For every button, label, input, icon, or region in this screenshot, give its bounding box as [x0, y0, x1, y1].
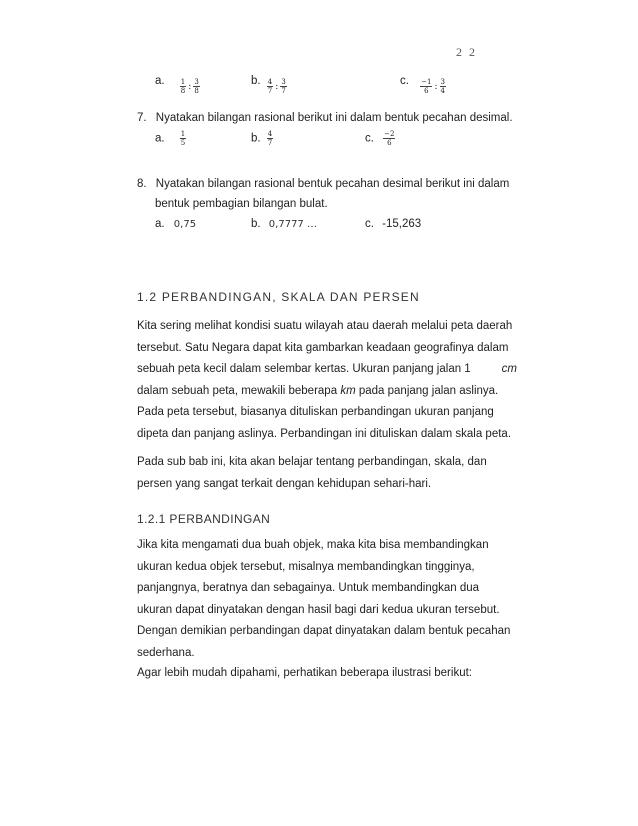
fraction: $\frac{-2}{6}$	[384, 130, 395, 147]
item-label: a.	[155, 132, 165, 145]
fraction: $\frac{4}{7}$	[267, 78, 273, 95]
item-label: c.	[365, 132, 374, 145]
fraction: $\frac{-1}{6}$	[421, 78, 432, 95]
item-label: a.	[155, 75, 165, 87]
section-heading: 1.2 PERBANDINGAN, SKALA DAN PERSEN	[137, 290, 420, 304]
paragraph-line: ukuran dapat dinyatakan dengan hasil bagi dari kedua ukuran tersebut.	[137, 603, 500, 616]
item-label: a.	[155, 218, 165, 230]
exercise8-item-a	[155, 217, 196, 232]
fraction: $\frac{3}{7}$	[281, 78, 286, 95]
exercise8-item-b	[251, 217, 317, 232]
fraction: $\frac{1}{8}$	[180, 78, 186, 95]
paragraph-line: dalam sebuah peta, mewakili beberapa km pada panjang jalan aslinya.	[137, 384, 499, 397]
section-1-2-paragraph-1	[137, 316, 517, 446]
decimal-value: 0,75	[173, 219, 197, 230]
paragraph-line: Pada sub bab ini, kita akan belajar tentang perbandingan, skala, dan	[137, 456, 487, 468]
section-1-2-1-paragraph-1	[137, 535, 517, 665]
decimal-value: -15,263	[382, 218, 422, 230]
paragraph-line: dipeta dan panjang aslinya. Perbandingan ini dituliskan dalam skala peta.	[137, 427, 512, 440]
question-number: 8.	[137, 178, 147, 190]
fraction: $\frac{3}{4}$	[440, 78, 445, 95]
exercise6-item-c: c. $\frac{-1}{6}$ : $\frac{3}{4}$	[400, 75, 445, 95]
question-number: 7.	[137, 112, 147, 124]
fraction: $\frac{3}{8}$	[194, 78, 199, 95]
item-label: c.	[400, 75, 409, 87]
paragraph-line: Agar lebih mudah dipahami, perhatikan beberapa ilustrasi berikut:	[137, 667, 472, 679]
decimal-value: 0,7777 …	[268, 219, 317, 230]
paragraph-line: tersebut. Satu Negara dapat kita gambarkan keadaan geografinya dalam	[137, 341, 509, 354]
subsection-heading: 1.2.1 PERBANDINGAN	[137, 512, 271, 526]
page-number: 2 2	[456, 45, 477, 59]
exercise7-item-b	[251, 130, 273, 147]
item-label: c.	[365, 218, 374, 230]
exercise6-item-b: b. $\frac{4}{7}$ : $\frac{3}{7}$	[251, 75, 286, 95]
exercise7-item-a	[155, 130, 186, 147]
question-text: Nyatakan bilangan rasional berikut ini dalam bentuk pecahan desimal.	[155, 112, 513, 124]
paragraph-line: Pada peta tersebut, biasanya dituliskan perbandingan ukuran panjang	[137, 406, 494, 419]
paragraph-line: Kita sering melihat kondisi suatu wilayah atau daerah melalui peta daerah	[137, 320, 513, 332]
paragraph-line: persen yang sangat terkait dengan kehidupan sehari-hari.	[137, 477, 432, 490]
fraction: $\frac{1}{5}$	[180, 130, 186, 147]
exercise8-item-c	[365, 217, 421, 231]
exercise7-item-c	[365, 130, 395, 147]
paragraph-line: sebuah peta kecil dalam selembar kertas. Ukuran panjang jalan 1 cm	[137, 363, 517, 376]
item-label: b.	[251, 75, 261, 87]
item-label: b.	[251, 132, 261, 145]
paragraph-line: panjangnya, beratnya dan sebagainya. Untuk membandingkan dua	[137, 582, 480, 595]
paragraph-line: ukuran kedua objek tersebut, misalnya membandingkan tingginya,	[137, 560, 475, 573]
section-1-2-1-paragraph-2	[137, 663, 517, 685]
question-text-line2: bentuk pembagian bilangan bulat.	[155, 198, 328, 210]
paragraph-line: Jika kita mengamati dua buah objek, maka kita bisa membandingkan	[137, 539, 489, 551]
fraction: $\frac{4}{7}$	[267, 130, 273, 147]
item-label: b.	[251, 218, 261, 230]
exercise8-question	[137, 177, 509, 191]
paragraph-line: Dengan demikian perbandingan dapat dinyatakan dalam bentuk pecahan	[137, 625, 511, 638]
section-1-2-paragraph-2	[137, 452, 517, 495]
paragraph-line: sederhana.	[137, 646, 195, 659]
exercise7-question	[137, 111, 513, 125]
question-text-line1: Nyatakan bilangan rasional bentuk pecahan desimal berikut ini dalam	[155, 178, 510, 190]
exercise6-item-a: a. $\frac{1}{8}$ : $\frac{3}{8}$	[155, 75, 199, 95]
